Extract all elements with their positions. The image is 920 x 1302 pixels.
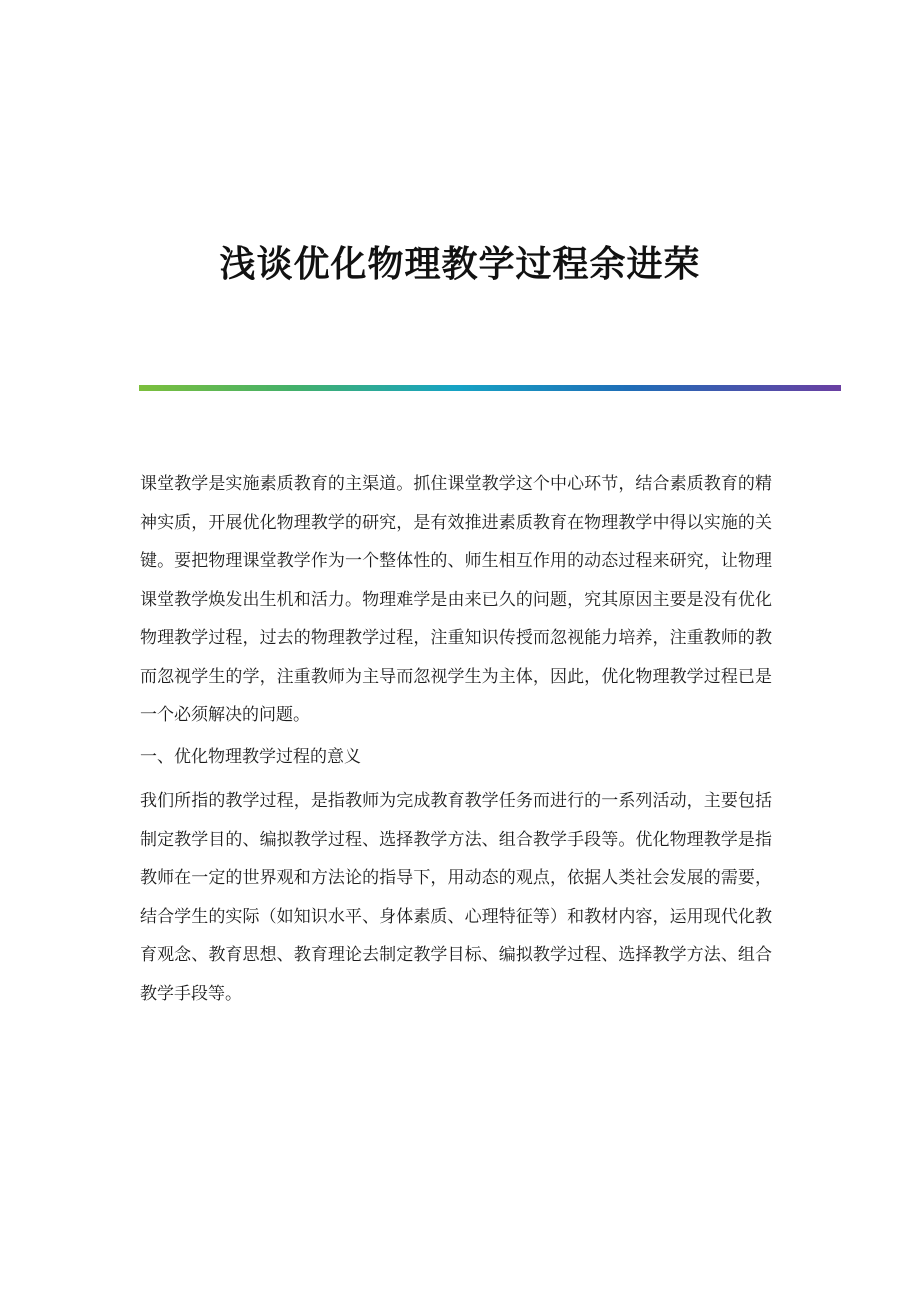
document-title: 浅谈优化物理教学过程余进荣 [219, 243, 701, 286]
intro-paragraph: 课堂教学是实施素质教育的主渠道。抓住课堂教学这个中心环节，结合素质教育的精神实质，开展优化物理教学的研究，是有效推进素质教育在物理教学中得以实施的关键。要把物理课堂教学作为一个整体性的、师生相互作用的动态过程来研究，让物理课堂教学焕发出生机和活力。物理难学是由来已久的问题，究其原因主要是没有优化物理教学过程，过去的物理教学过程，注重知识传授而忽视能力培养，注重教师的教而忽视学生的学，注重教师为主导而忽视学生为主体，因此，优化物理教学过程已是一个必须解决的问题。 [140, 474, 772, 725]
document-body [140, 465, 772, 1013]
section-paragraph: 我们所指的教学过程，是指教师为完成教育教学任务而进行的一系列活动，主要包括制定教学目的、编拟教学过程、选择教学方法、组合教学手段等。优化物理教学是指教师在一定的世界观和方法论的指导下，用动态的观点，依据人类社会发展的需要，结合学生的实际（如知识水平、身体素质、心理特征等）和教材内容，运用现代化教育观念、教育思想、教育理论去制定教学目标、编拟教学过程、选择教学方法、组合教学手段等。 [140, 791, 772, 1004]
section-heading: 一、优化物理教学过程的意义 [140, 746, 361, 767]
title-divider [139, 385, 841, 391]
